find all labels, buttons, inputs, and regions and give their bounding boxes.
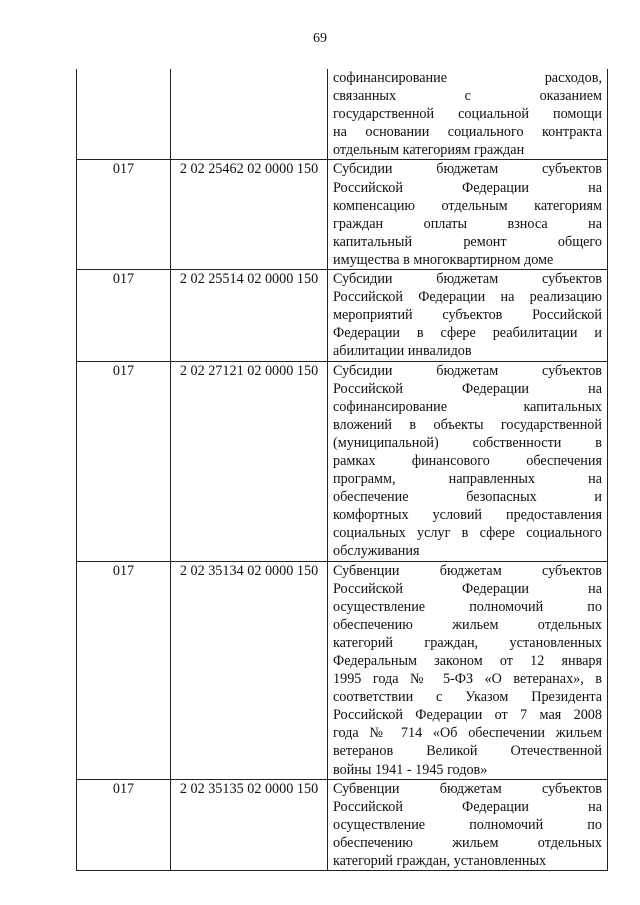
description-line: года № 714 «Об обеспечении жильем (333, 725, 602, 742)
budget-codes-table (76, 69, 608, 871)
admin-code-cell: 017 (77, 779, 171, 870)
description-line: социальных услуг в сфере социального (333, 525, 602, 542)
description-line: имущества в многоквартирном доме (333, 251, 554, 268)
table-row (77, 779, 608, 870)
budget-classification-code-cell (171, 69, 328, 160)
revenue-description-cell (328, 160, 608, 270)
budget-classification-code-cell: 2 02 25462 02 0000 150 (171, 160, 328, 270)
budget-classification-code-cell: 2 02 25514 02 0000 150 (171, 270, 328, 361)
description-line: войны 1941 - 1945 годов» (333, 761, 488, 778)
description-line: вложений в объекты государственной (333, 416, 602, 433)
description-line: Федеральным законом от 12 января (333, 653, 602, 669)
description-line: отдельным категориям граждан (333, 142, 525, 159)
description-line: софинансирование капитальных (333, 398, 602, 415)
table-body (77, 69, 608, 871)
description-line: 1995 года № 5-ФЗ «О ветеранах», в (333, 671, 602, 688)
table-row (77, 69, 608, 160)
description-line: компенсацию отдельным категориям (333, 197, 602, 214)
admin-code-cell: 017 (77, 361, 171, 561)
description-line: Российской Федерации от 7 мая 2008 (333, 707, 602, 724)
table-row (77, 270, 608, 361)
description-line: соответствии с Указом Президента (333, 689, 602, 706)
budget-classification-code-cell: 2 02 35135 02 0000 150 (171, 779, 328, 870)
description-line: на основании социального контракта (333, 124, 602, 141)
description-line: категорий граждан, установленных (333, 634, 602, 651)
description-line: Субвенции бюджетам субъектов (333, 562, 602, 579)
admin-code-cell: 017 (77, 160, 171, 270)
description-line: Российской Федерации на (333, 580, 602, 597)
description-line: обеспечению жильем отдельных (333, 834, 602, 851)
description-line: обеспечение безопасных и (333, 489, 602, 506)
description-line: Субсидии бюджетам субъектов (333, 362, 602, 379)
budget-classification-code-cell: 2 02 35134 02 0000 150 (171, 561, 328, 779)
description-line: связанных с оказанием (333, 88, 602, 105)
description-line: Федерации в сфере реабилитации и (333, 325, 602, 342)
table-row (77, 361, 608, 561)
revenue-description-cell (328, 561, 608, 779)
description-line: граждан оплаты взноса на (333, 215, 602, 232)
description-line: Субсидии бюджетам субъектов (333, 271, 602, 288)
table-row (77, 561, 608, 779)
description-line: Российской Федерации на (333, 798, 602, 815)
admin-code-cell: 017 (77, 561, 171, 779)
description-line: капитальный ремонт общего (333, 233, 602, 250)
budget-classification-code-cell: 2 02 27121 02 0000 150 (171, 361, 328, 561)
description-line: ветеранов Великой Отечественной (333, 743, 602, 760)
description-line: комфортных условий предоставления (333, 507, 602, 524)
table-row (77, 160, 608, 270)
revenue-description-cell (328, 270, 608, 361)
description-line: осуществление полномочий по (333, 598, 602, 615)
admin-code-cell (77, 69, 171, 160)
description-line: Российской Федерации на (333, 380, 602, 397)
description-line: (муниципальной) собственности в (333, 434, 602, 451)
description-line: мероприятий субъектов Российской (333, 307, 602, 324)
description-line: Российской Федерации на реализацию (333, 289, 602, 306)
description-line: категорий граждан, установленных (333, 853, 547, 870)
revenue-description-cell (328, 361, 608, 561)
page-number: 69 (313, 31, 327, 46)
revenue-description-cell (328, 69, 608, 160)
description-line: осуществление полномочий по (333, 816, 602, 833)
description-line: Субвенции бюджетам субъектов (333, 780, 602, 797)
description-line: программ, направленных на (333, 471, 602, 488)
revenue-description-cell (328, 779, 608, 870)
description-line: государственной социальной помощи (333, 106, 602, 123)
description-line: рамках финансового обеспечения (333, 452, 602, 469)
description-line: абилитации инвалидов (333, 343, 472, 360)
description-line: Российской Федерации на (333, 179, 602, 196)
description-line: обеспечению жильем отдельных (333, 616, 602, 633)
description-line: обслуживания (333, 543, 420, 560)
admin-code-cell: 017 (77, 270, 171, 361)
description-line: софинансирование расходов, (333, 70, 602, 86)
description-line: Субсидии бюджетам субъектов (333, 161, 602, 178)
